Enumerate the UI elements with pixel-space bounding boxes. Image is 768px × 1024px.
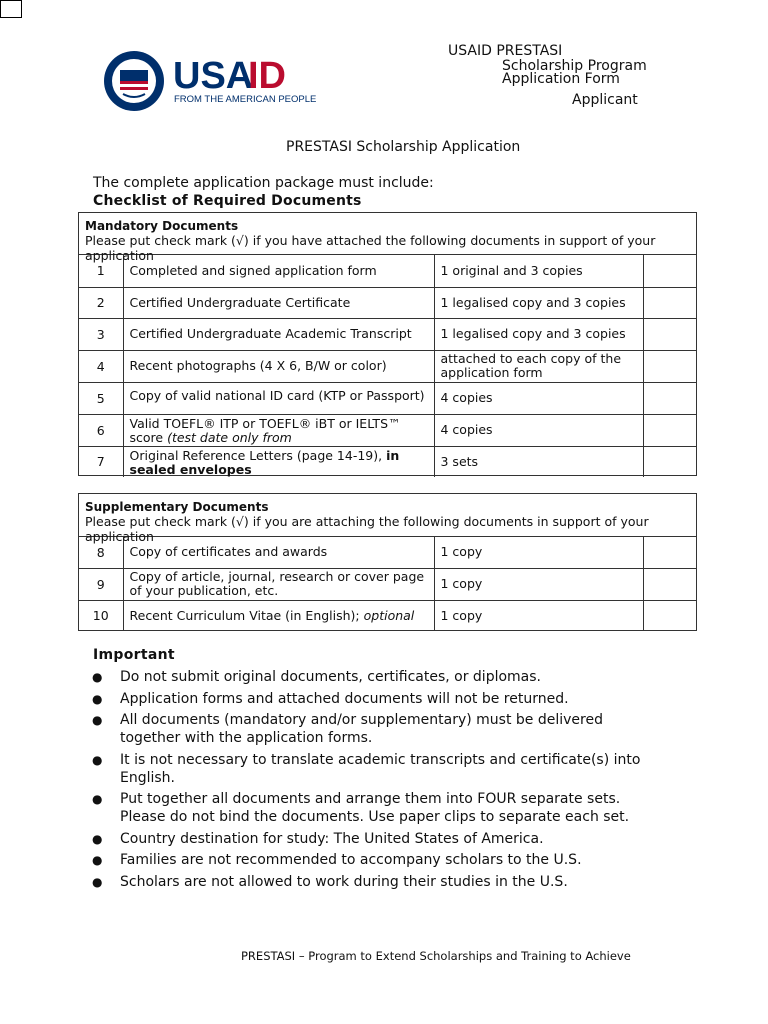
logo-id-text: ID (248, 55, 286, 97)
page-footer: PRESTASI – Program to Extend Scholarships and Training to Achieve (241, 949, 631, 963)
row-number: 4 (79, 350, 123, 382)
document-name: Copy of certificates and awards (129, 544, 328, 560)
supplementary-instruction: Please put check mark (√) if you are attaching the following documents in support of your (85, 514, 649, 529)
document-name-emphasis: in sealed envelopes (129, 447, 400, 477)
document-quantity: 1 original and 3 copies (440, 262, 583, 278)
table-row (79, 287, 696, 318)
list-item: ● It is not necessary to translate academic transcripts and certificate(s) into English. (92, 751, 641, 786)
logo-tagline: FROM THE AMERICAN PEOPLE (174, 94, 317, 105)
table-row (79, 568, 696, 600)
list-item: ● All documents (mandatory and/or supplementary) must be delivered together with the application forms. (92, 712, 603, 746)
document-quantity: 4 copies (440, 390, 493, 405)
bullet-icon: ● (92, 831, 103, 846)
row-number: 7 (79, 446, 123, 477)
document-quantity: 1 copy (440, 607, 483, 623)
check-box[interactable] (643, 318, 696, 350)
table-row (79, 414, 696, 446)
document-name: Copy of article, journal, research or cover page of your publication, etc. (129, 569, 425, 598)
applicant-label: Applicant (572, 92, 638, 108)
row-number: 2 (79, 287, 123, 318)
row-number: 9 (79, 568, 123, 600)
bullet-icon: ● (92, 752, 103, 767)
mandatory-documents-section (78, 212, 697, 476)
table-row (79, 382, 696, 414)
document-name: Recent photographs (4 X 6, B/W or color) (129, 358, 387, 373)
important-heading: Important (93, 647, 175, 663)
check-box[interactable] (643, 414, 696, 446)
mandatory-instruction: Please put check mark (√) if you have attached the following documents in support of your (85, 233, 656, 248)
supplementary-instruction-cont: application (85, 529, 154, 544)
row-number: 5 (79, 382, 123, 414)
list-item: ● Families are not recommended to accompany scholars to the U.S. (92, 852, 582, 868)
table-row (79, 350, 696, 382)
list-item: ● Put together all documents and arrange them into FOUR separate sets. Please do not bind the documents. Use paper clips to separate each set. (92, 791, 630, 825)
document-name: Original Reference Letters (page 14-19), in sealed envelopes (129, 447, 400, 477)
mandatory-title: Mandatory Documents (85, 219, 239, 233)
document-quantity: attached to each copy of the application form (440, 351, 622, 380)
check-box[interactable] (643, 287, 696, 318)
row-number: 3 (79, 318, 123, 350)
row-number: 6 (79, 414, 123, 446)
document-quantity: 1 legalised copy and 3 copies (440, 326, 626, 341)
checklist-heading: Checklist of Required Documents (93, 193, 362, 209)
check-box[interactable] (643, 382, 696, 414)
page-corner-box (0, 0, 22, 18)
document-name: Certified Undergraduate Certificate (129, 294, 351, 310)
important-list (92, 668, 662, 894)
table-row (79, 318, 696, 350)
supplementary-table (79, 537, 696, 631)
document-quantity: 1 legalised copy and 3 copies (440, 294, 626, 310)
bullet-icon: ● (92, 853, 103, 867)
list-item: ● Do not submit original documents, certificates, or diplomas. (92, 669, 541, 685)
intro-text: The complete application package must include: (93, 175, 434, 191)
document-name: Valid TOEFL® ITP or TOEFL® iBT or IELTS™ score (test date only from (129, 416, 401, 445)
bullet-icon: ● (92, 792, 103, 806)
bullet-icon: ● (92, 874, 103, 889)
usaid-logo (103, 50, 315, 112)
mandatory-table (79, 255, 696, 477)
document-name: Recent Curriculum Vitae (in English); optional (129, 607, 415, 623)
check-box[interactable] (643, 568, 696, 600)
check-box[interactable] (643, 537, 696, 568)
supplementary-title: Supplementary Documents (85, 500, 269, 514)
program-form-label: Application Form (502, 71, 620, 87)
document-name: Completed and signed application form (129, 262, 377, 278)
bullet-icon: ● (92, 713, 103, 727)
check-box[interactable] (643, 600, 696, 631)
document-name-note: (test date only from (167, 430, 292, 445)
row-number: 8 (79, 537, 123, 568)
program-subtitle: Scholarship Program (502, 58, 647, 74)
table-row (79, 537, 696, 568)
check-box[interactable] (643, 255, 696, 287)
document-name-note: optional (363, 607, 415, 623)
check-box[interactable] (643, 350, 696, 382)
row-number: 1 (79, 255, 123, 287)
program-name: USAID PRESTASI (448, 43, 563, 59)
table-row (79, 600, 696, 631)
document-quantity: 3 sets (440, 453, 479, 469)
list-item: ● Country destination for study: The United States of America. (92, 830, 544, 847)
list-item: ● Scholars are not allowed to work during their studies in the U.S. (92, 873, 568, 890)
supplementary-documents-section (78, 493, 697, 631)
document-quantity: 4 copies (440, 422, 493, 437)
mandatory-header (79, 213, 696, 263)
document-quantity: 1 copy (440, 544, 483, 560)
logo-usa-text: USA (173, 55, 254, 97)
document-quantity: 1 copy (440, 576, 483, 591)
page-title: PRESTASI Scholarship Application (286, 139, 521, 155)
table-row (79, 446, 696, 477)
table-row (79, 255, 696, 287)
bullet-icon: ● (92, 670, 103, 684)
supplementary-header (79, 494, 696, 544)
list-item: ● Application forms and attached documents will not be returned. (92, 690, 569, 707)
row-number: 10 (79, 600, 123, 631)
check-box[interactable] (643, 446, 696, 477)
bullet-icon: ● (92, 691, 103, 706)
document-name: Copy of valid national ID card (KTP or Passport) (129, 388, 425, 403)
document-name: Certified Undergraduate Academic Transcript (129, 326, 412, 341)
mandatory-instruction-cont: application (85, 248, 154, 263)
